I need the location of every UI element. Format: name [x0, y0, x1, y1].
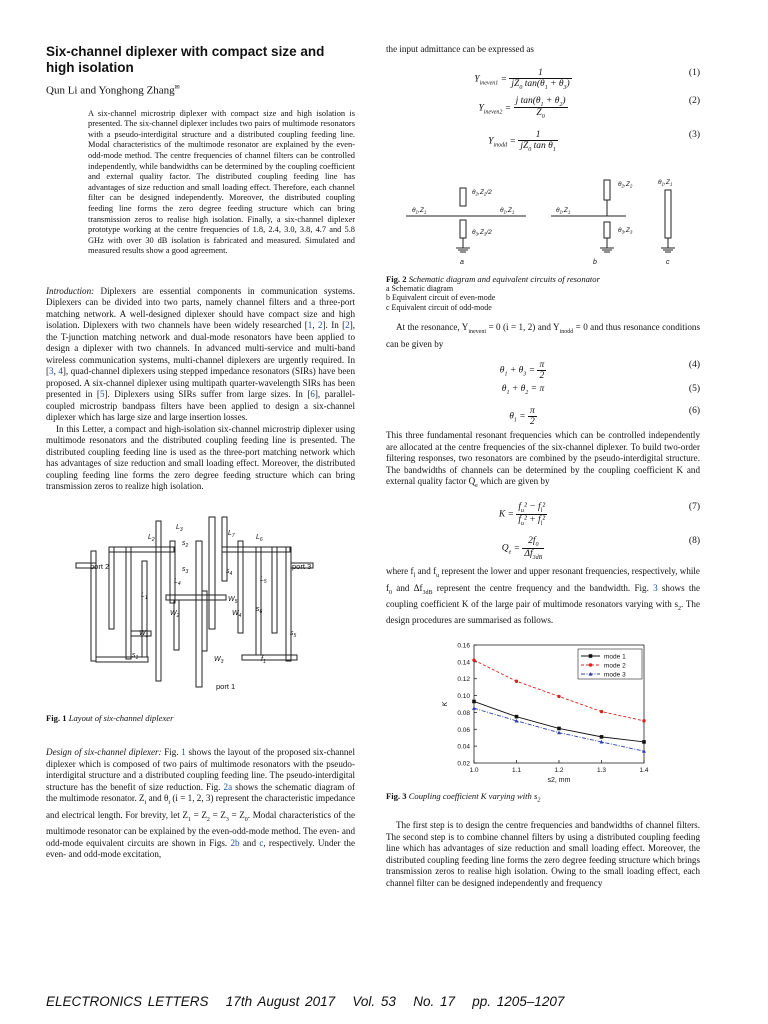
- svg-text:f1: $f_1$: [261, 655, 266, 665]
- svg-text:L5: $L_5$: [260, 575, 267, 585]
- eq-number: (8): [688, 536, 700, 547]
- equation-4: $\theta_1 + \theta_3$ = $\frac{\pi}{2}$ (4): [499, 360, 700, 382]
- eq-number: (1): [688, 67, 700, 78]
- data-point: [557, 730, 561, 734]
- legend-label: mode 3: [604, 671, 626, 679]
- x-tick-label: 1.3: [596, 766, 607, 774]
- eq-number: (2): [688, 95, 700, 106]
- ref-link[interactable]: 4: [58, 366, 63, 377]
- eq-number: (7): [688, 502, 700, 513]
- y-tick-label: 0.08: [457, 709, 470, 717]
- port-3-label: port 3: [292, 561, 312, 571]
- x-axis-label: s2, mm: [547, 776, 571, 784]
- design-head: Design of six-channel diplexer:: [46, 747, 162, 758]
- fig-link[interactable]: c: [259, 837, 264, 848]
- svg-text:s3: $s_3$: [182, 565, 189, 575]
- ref-link[interactable]: 2: [317, 320, 323, 331]
- legend-marker: [589, 654, 593, 658]
- svg-text:s4: $s_4$: [226, 567, 233, 577]
- volume: Vol. 53: [352, 994, 396, 1009]
- y-tick-label: 0.10: [457, 692, 470, 700]
- y-axis-label: K: [442, 701, 449, 707]
- data-point: [515, 715, 519, 719]
- ref-link[interactable]: 2: [345, 320, 350, 331]
- ref-link[interactable]: 3: [49, 366, 54, 377]
- svg-text:θ1,Z1: $\theta_1,Z_1$: [658, 178, 673, 186]
- issue-number: No. 17: [413, 994, 455, 1009]
- y-tick-label: 0.02: [457, 760, 470, 768]
- y-tick-label: 0.16: [457, 642, 470, 650]
- ref-link[interactable]: 1: [307, 320, 313, 331]
- equation-6: $\theta_1$ = $\frac{\pi}{2}$ (6): [509, 406, 700, 428]
- admittance-intro: the input admittance can be expressed as: [386, 44, 534, 54]
- port-1-label: port 1: [216, 681, 236, 691]
- svg-text:θ3,Z3: $\theta_3,Z_3$: [618, 226, 633, 234]
- data-point: [515, 679, 518, 682]
- resonance-paragraph: At the resonance, $Y_{ineveni} = 0$ (i = 1, 2) and $Y_{inodd} = 0$ and thus resonance conditions can be given by: [386, 322, 700, 349]
- series-line-1: [474, 701, 644, 741]
- bandwidth-paragraph: This three fundamental resonant frequencies which can be controlled independently are allocated at the centre frequencies of the six-channel diplexer. To build two-order filtering responses, two resonators are combined by the pseudo-interdigital structure. The bandwidths of channels can be determined by the coupling coefficient K and external quality factor $Q_e$ which are given by: [386, 430, 700, 489]
- x-tick-label: 1.1: [511, 766, 522, 774]
- svg-text:W5: $W_5$: [228, 595, 238, 605]
- fig2-sublabel-a: a: [460, 258, 464, 266]
- y-tick-label: 0.12: [457, 675, 470, 683]
- paper-title: Six-channel diplexer with compact size and high isolation: [46, 44, 325, 75]
- legend-label: mode 2: [604, 662, 626, 670]
- data-point: [642, 719, 645, 722]
- data-point: [600, 710, 603, 713]
- equation-1: $Y_{ineven1}$ = $\frac{1}{jZ_0 \tan(\theta_1 + \theta_3)}$ (1): [474, 67, 700, 91]
- svg-text:W1: $W_1$: [139, 629, 149, 639]
- svg-text:s5: $s_5$: [290, 629, 297, 639]
- design-paragraph: Design of six-channel diplexer: Fig. 1 shows the layout of the proposed six-channel diplexer which is composed of two pairs of multimode resonators with the pseudo-interdigital structure and a distributed coupling feeding line. The pseudo-interdigital structure has the benefit of size reduction. Fig. 2a shows the schematic diagram of the multimode resonator. $Z_i$ and $\theta_i$ (i = 1, 2, 3) represent the characteristic impedance and electrical length. For brevity, let $Z_1 = Z_2 = Z_3 = Z_0$. Modal characteristics of the multimode resonator can be explained by the even-odd-mode method. The even- and odd-mode equivalent circuits are shown in Figs. 2b and c, respectively. Under the even- and odd-mode excitation,: [46, 747, 356, 860]
- issue-date: 17th August 2017: [225, 994, 336, 1009]
- svg-text:θ2,Z2/2: $\theta_2,Z_2/2$: [472, 188, 492, 196]
- procedure-paragraph: The first step is to design the centre frequencies and bandwidths of channel filters. The second step is to combine channel filters by using a distributed coupling feeding line which has advantages of size reduction and small loading effect. Moreover, the distributed coupling feeding line forms the zero degree feeding structure which brings transmission zeros to realise high isolation. Owing to the small loading effect, each channel filter can be designed independently and frequency: [386, 820, 700, 888]
- y-tick-label: 0.04: [457, 743, 470, 751]
- svg-text:s1: $s_1$: [132, 651, 139, 661]
- eq-number: (5): [688, 384, 700, 395]
- svg-text:W3: $W_3$: [214, 655, 224, 665]
- svg-text:s6: $s_6$: [256, 605, 263, 615]
- svg-text:L7: $L_7$: [228, 529, 235, 539]
- fig-link[interactable]: 2a: [223, 781, 233, 792]
- data-point: [472, 658, 475, 661]
- data-point: [642, 740, 646, 744]
- fig2-sublabel-b: b: [593, 258, 597, 266]
- port-2-label: port 2: [90, 561, 110, 571]
- data-point: [557, 694, 560, 697]
- fig-link[interactable]: 3: [653, 582, 658, 593]
- eq-number: (3): [688, 129, 700, 140]
- fig2-caption: Fig. 2 Schematic diagram and equivalent circuits of resonator: [386, 273, 600, 284]
- x-tick-label: 1.4: [639, 766, 649, 774]
- svg-text:θ1,Z1: $\theta_1,Z_1$: [500, 206, 515, 214]
- intro-paragraph-1: Introduction: Diplexers are essential components in communication systems. Diplexers can be divided into two parts, namely channel filters and a three-port matching network. A well-designed diplexer should have compact size and high isolation. Diplexers with two channels have been widely researched [1, 2]. In [2], the T-junction matching network and dual-mode resonators have been applied to design a diplexer with two channels. In advanced multi-service and multi-band wireless communication systems, multi-channel diplexers are urgently required. In [3, 4], quad-channel diplexers using stepped impedance resonators (SIRs) have been proposed. A six-channel diplexer using multipath quarter-wavelength SIRs has been presented in [5]. Diplexers using SIRs suffer from large sizes. In [6], parallel-coupled microstrip bandpass filters have been applied to design a six-channel diplexer which has large size and large insertion losses.: [46, 285, 356, 423]
- coupling-paragraph: where $f_l$ and $f_u$ represent the lower and upper resonant frequencies, respectively, while $f_0$ and $\Delta f_{3dB}$ represent the centre frequency and the bandwidth. Fig. 3 shows the coupling coefficient K of the large pair of multimode resonators varying with $s_2$. The design procedures are summarised as follows.: [386, 566, 700, 626]
- journal-footer: [46, 994, 706, 1009]
- fig2-sublabel-c: c: [666, 258, 670, 266]
- ref-link[interactable]: 6: [310, 389, 315, 400]
- fig1-caption: Fig. 1 Layout of six-channel diplexer: [46, 712, 174, 723]
- svg-text:θ1,Z1: $\theta_1,Z_1$: [556, 206, 571, 214]
- equation-3: $Y_{inodd}$ = $\frac{1}{jZ_0 \tan \theta_1}$ (3): [488, 129, 700, 153]
- svg-text:L6: $L_6$: [256, 533, 263, 543]
- fig2-circuit-diagram: [386, 170, 700, 270]
- svg-text:L4: $L_4$: [174, 577, 181, 587]
- svg-text:L1: $L_1$: [141, 591, 148, 601]
- fig-link[interactable]: 2b: [230, 837, 240, 848]
- fig1-layout-diagram: [46, 511, 355, 711]
- svg-text:L2: $L_2$: [148, 533, 155, 543]
- intro-head: Introduction:: [46, 285, 95, 296]
- svg-text:W2: $W_2$: [170, 609, 180, 619]
- fig-link[interactable]: 1: [181, 747, 186, 758]
- data-point: [472, 699, 476, 703]
- abstract: A six-channel microstrip diplexer with compact size and high isolation is presented. The six-channel diplexer includes two pairs of multimode resonators with a pseudo-interdigital structure and a distributed coupling feeding line. Modal characteristics of the multimode resonator are explained by the even-odd-mode method. The centre frequencies of channel filters can be controlled independently, while bandwidths can be determined by the coupling coefficient and external quality factor. The distributed coupling feeding line has advantages of size reduction and small loading effect. Therefore, each channel filter can be designed independently. Moreover, the distributed coupling feeding line forms the zero degree feeding structure which can bring transmission zeros to realise high isolation. Finally, a six-channel diplexer prototype working at the centre frequencies of 1.8, 2.4, 3.0, 3.8, 4.7 and 5.8 GHz with over 30 dB isolation is fabricated and measured. Simulated and measured results show a good agreement.: [88, 108, 355, 256]
- svg-text:θ3,Z3/2: $\theta_3,Z_3/2$: [472, 228, 492, 236]
- eq-number: (4): [688, 360, 700, 371]
- journal-name: ELECTRONICS LETTERS: [46, 994, 209, 1009]
- equation-2: $Y_{ineven2}$ = $\frac{j \tan(\theta_1 + \theta_2)}{Z_0}$ (2): [478, 95, 700, 121]
- intro-paragraph-2: In this Letter, a compact and high-isolation six-channel microstrip diplexer using multimode resonators and the distributed coupling feeding line is presented. The distributed coupling feeding line is used as the three-port matching network which has advantages of size reduction and small loading effect. Moreover, the distributed coupling feeding line forms the zero degree feeding structure which can bring transmission zeros to realize high isolation.: [46, 423, 355, 492]
- legend-label: mode 1: [604, 653, 626, 661]
- equation-7: K = $\frac{f_u^2 - f_l^2}{f_u^2 + f_l^2}$ (7): [498, 502, 700, 528]
- equation-5: $\theta_1 + \theta_2 = \pi$ (5): [501, 384, 700, 396]
- ref-link[interactable]: 5: [99, 389, 105, 400]
- svg-text:θ2,Z2: $\theta_2,Z_2$: [618, 180, 633, 188]
- svg-text:W4: $W_4$: [232, 609, 242, 619]
- y-tick-label: 0.14: [457, 659, 470, 667]
- x-tick-label: 1.0: [469, 766, 479, 774]
- svg-text:θ1,Z1: $\theta_1,Z_1$: [412, 206, 427, 214]
- left-column: [46, 44, 355, 861]
- fig2-items: a Schematic diagram b Equivalent circuit of even-mode c Equivalent circuit of odd-mode: [386, 284, 496, 312]
- data-point: [557, 726, 561, 730]
- eq-number: (6): [688, 406, 700, 417]
- corresponding-mark: ✉: [174, 85, 180, 91]
- svg-text:L3: $L_3$: [176, 523, 183, 533]
- equation-8: $Q_e$ = $\frac{2f_0}{\Delta f_{3dB}}$ (8): [501, 536, 700, 562]
- y-tick-label: 0.06: [457, 726, 470, 734]
- x-tick-label: 1.2: [554, 766, 564, 774]
- fig3-caption: Fig. 3 Coupling coefficient K varying with $s_2$: [386, 790, 541, 804]
- page-range: pp. 1205–1207: [472, 994, 565, 1009]
- data-point: [472, 706, 476, 710]
- svg-text:s2: $s_2$: [182, 539, 189, 549]
- fig3-line-chart: [386, 639, 700, 789]
- authors: [46, 84, 355, 97]
- author-names: Qun Li and Yonghong Zhang: [46, 84, 175, 97]
- legend-marker: [589, 663, 592, 666]
- data-point: [600, 735, 604, 739]
- right-column: [386, 44, 700, 889]
